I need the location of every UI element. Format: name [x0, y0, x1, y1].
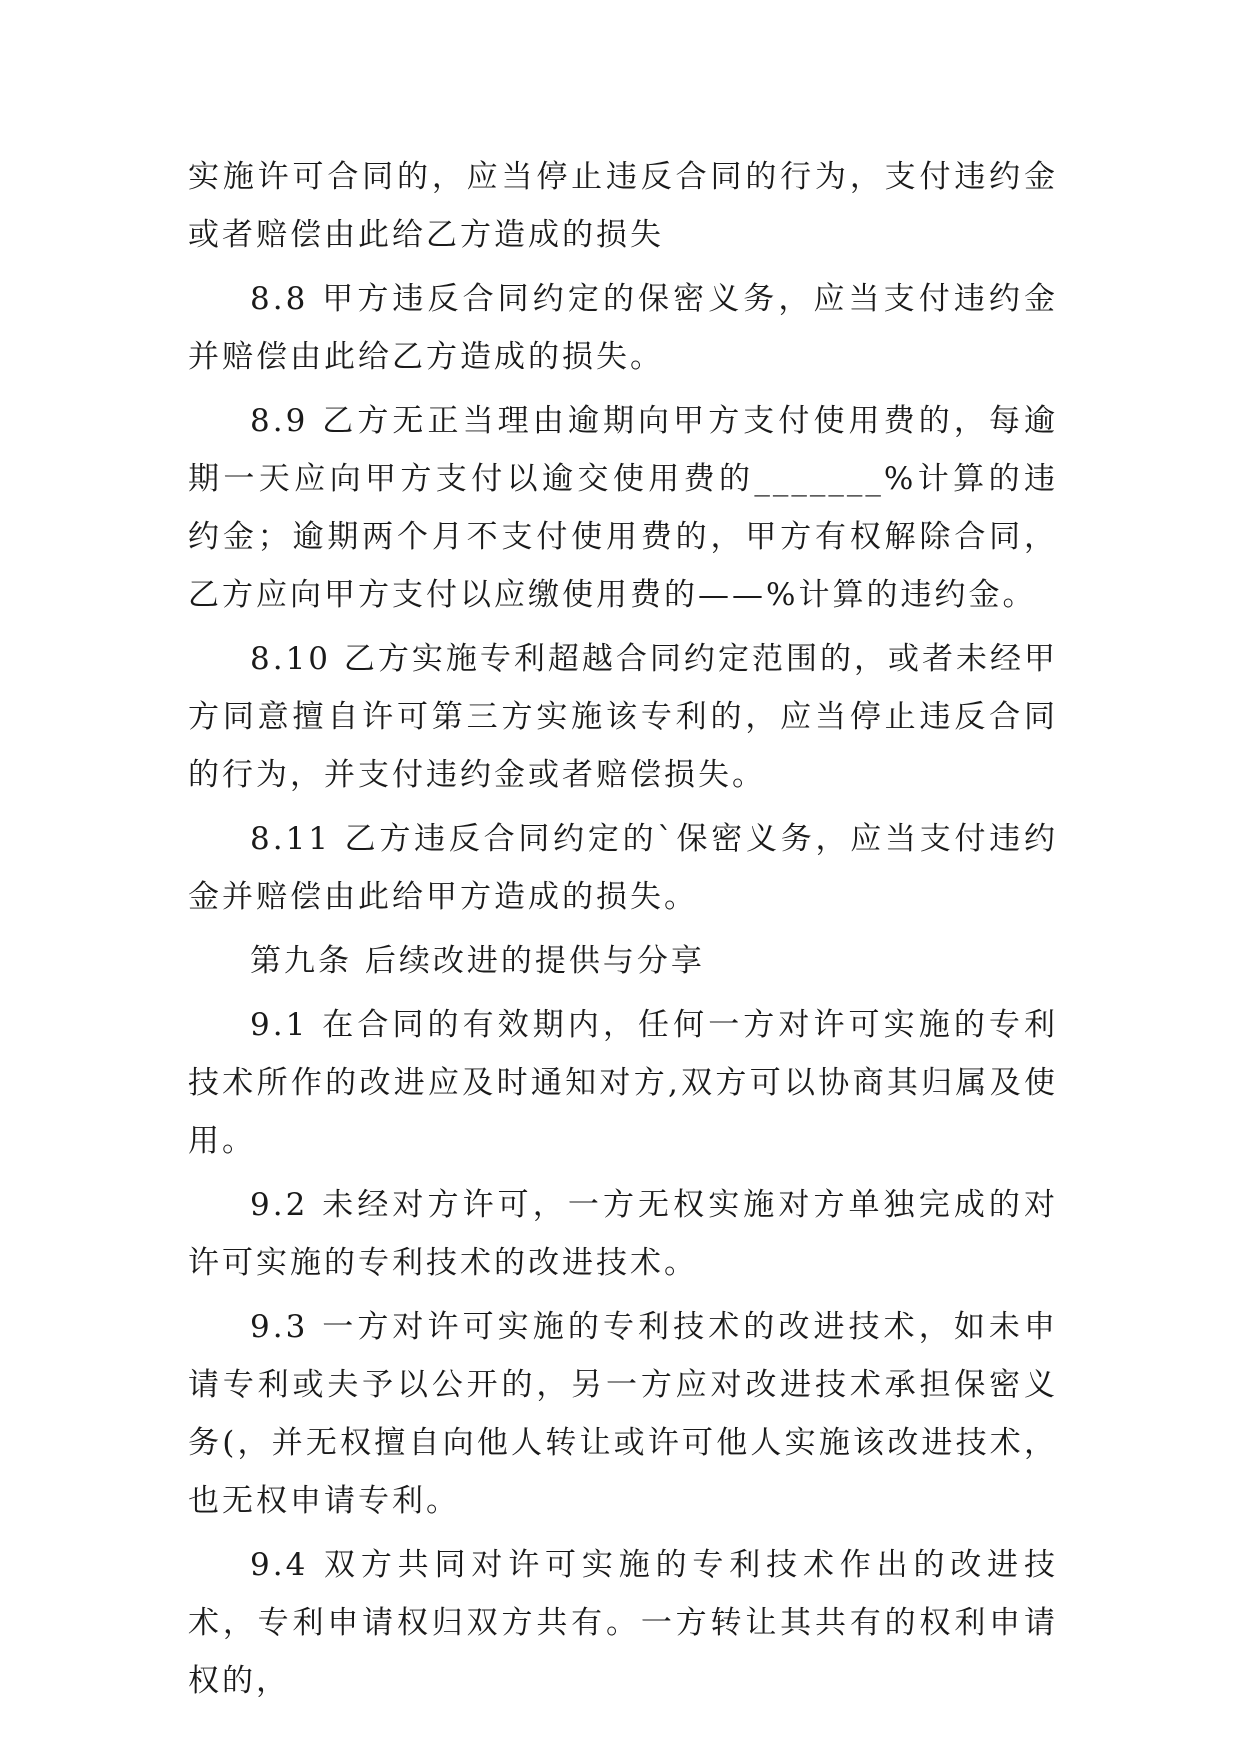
- paragraph-8-9: 8.9 乙方无正当理由逾期向甲方支付使用费的，每逾期一天应向甲方支付以逾交使用费的_______%计算的违约金；逾期两个月不支付使用费的，甲方有权解除合同，乙方应向甲方支付以应缴使用费的——%计算的违约金。: [188, 403, 1058, 613]
- paragraph-9-1: 9.1 在合同的有效期内，任何一方对许可实施的专利技术所作的改进应及时通知对方,双方可以协商其归属及使用。: [188, 1007, 1058, 1159]
- paragraph-8-11: 8.11 乙方违反合同约定的`保密义务，应当支付违约金并赔偿由此给甲方造成的损失。: [188, 821, 1058, 915]
- paragraph-9-4: 9.4 双方共同对许可实施的专利技术作出的改进技术，专利申请权归双方共有。一方转让其共有的权利申请权的，: [188, 1547, 1058, 1699]
- document-body: [188, 148, 1058, 1716]
- paragraph-breach-continuation: 实施许可合同的，应当停止违反合同的行为，支付违约金或者赔偿由此给乙方造成的损失: [188, 159, 1058, 253]
- paragraph-9-3: 9.3 一方对许可实施的专利技术的改进技术，如未申请专利或夫予以公开的，另一方应对改进技术承担保密义务(，并无权擅自向他人转让或许可他人实施该改进技术，也无权申请专利。: [188, 1309, 1058, 1519]
- paragraph-8-10: 8.10 乙方实施专利超越合同约定范围的，或者未经甲方同意擅自许可第三方实施该专利的，应当停止违反合同的行为，并支付违约金或者赔偿损失。: [188, 641, 1058, 793]
- paragraph-9-2: 9.2 未经对方许可，一方无权实施对方单独完成的对许可实施的专利技术的改进技术。: [188, 1187, 1058, 1281]
- section-heading-article-9: 第九条 后续改进的提供与分享: [250, 943, 705, 979]
- paragraph-8-8: 8.8 甲方违反合同约定的保密义务，应当支付违约金并赔偿由此给乙方造成的损失。: [188, 281, 1058, 375]
